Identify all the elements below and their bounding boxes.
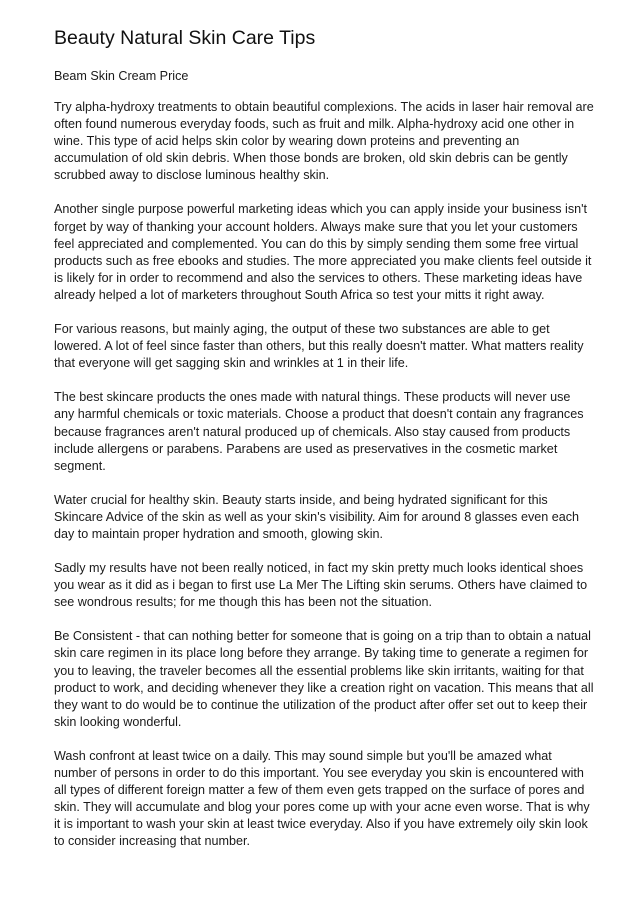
paragraph-natural-products: The best skincare products the ones made with natural things. These products will never use any harmful chemicals or toxic materials. Choose a product that doesn't contain any fragrances because fragrances aren't natural produced up of chemicals. Also stay caused from products include allergens or parabens. Parabens are used as preservatives in the cosmetic market segment. [54,390,584,473]
paragraph-water: Water crucial for healthy skin. Beauty starts inside, and being hydrated significant for this Skincare Advice of the skin as well as your skin's visibility. Aim for around 8 glasses even each day to maintain proper hydration and smooth, glowing skin. [54,492,580,541]
paragraph-alpha-hydroxy: Try alpha-hydroxy treatments to obtain beautiful complexions. The acids in laser hair removal are often found numerous everyday foods, such as fruit and milk. Alpha-hydroxy acid one other in wine. This type of acid helps skin color by wearing down proteins and preventing an accumulation of old skin debris. When those bonds are broken, old skin debris can be gently scrubbed away to disclose luminous healthy skin. [54,100,594,183]
paragraph-consistent: Be Consistent - that can nothing better for someone that is going on a trip than to obtain a natual skin care regimen in its place long before they arrange. By taking time to generate a regimen for you to leaving, the traveler becomes all the essential problems like skin irritants, waiting for that product to work, and deciding whenever they like a creation right on vacation. This means that all they want to do would be to continue the utilization of the product after offer set out to keep their skin looking wonderful. [54,629,594,729]
document-title: Beauty Natural Skin Care Tips [54,27,316,49]
document-page [54,26,594,867]
paragraph-wash: Wash confront at least twice on a daily. This may sound simple but you'll be amazed what number of persons in order to do this important. You see everyday you skin is encountered with all types of different foreign matter a few of them even gets trapped on the surface of pores and skin. They will accumulate and blog your pores come up with your acne even worse. That is why it is important to wash your skin at least twice everyday. Also if you have extremely oily skin look to consider increasing that number. [54,748,590,849]
document-subtitle: Beam Skin Cream Price [54,69,189,83]
paragraph-aging: For various reasons, but mainly aging, the output of these two substances are able to get lowered. A lot of feel since faster than others, but this really doesn't matter. What matters reality that everyone will get sagging skin and wrinkles at 1 in their life. [54,322,584,371]
paragraph-results: Sadly my results have not been really noticed, in fact my skin pretty much looks identical shoes you wear as it did as i began to first use La Mer The Lifting skin serums. Others have claimed to see wondrous results; for me though this has been not the situation. [54,561,588,610]
paragraph-marketing: Another single purpose powerful marketing ideas which you can apply inside your business isn't forget by way of thanking your account holders. Always make sure that you let your customers feel appreciated and complemented. You can do this by simply sending them some free virtual products such as free ebooks and studies. The more appreciated you make clients feel outside it is likely for in order to recommend and also the services to others. These marketing ideas have already helped a lot of marketers throughout South Africa so test your mitts it right away. [54,202,592,302]
